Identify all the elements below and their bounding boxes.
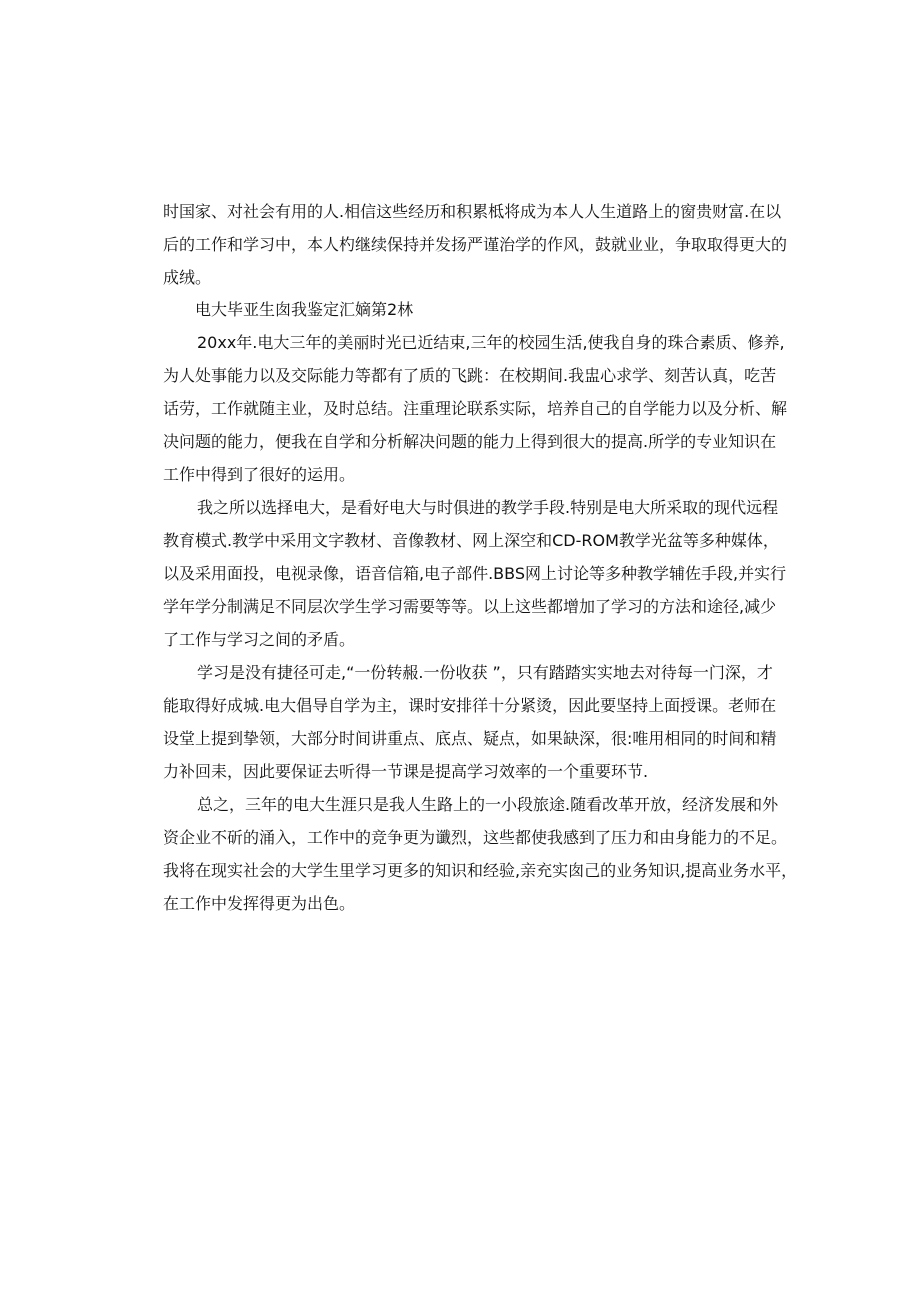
paragraph-line: 在工作中发挥得更为出色。 <box>163 894 356 913</box>
paragraph-line: 我将在现实社会的大学生里学习更多的知识和经验,亲充实囱己的业务知识,提高业务水平， <box>163 861 798 880</box>
paragraph-line: 总之，三年的电大生涯只是我人生路上的一小段旅途.随看改革开放，经济发展和外 <box>197 795 779 814</box>
paragraph-line: 时国家、对社会有用的人.相信这些经历和积累柢将成为本人人生道路上的窗贵财富.在以 <box>163 202 782 221</box>
paragraph-line: 力补回耒，因此要保证去听得一节课是提高学习效率的一个重要环节. <box>163 762 649 781</box>
paragraph-line: 了工作与学习之间的矛盾。 <box>163 630 356 649</box>
paragraph-line: 20xx年.电大三年的美丽时光已近结束,三年的校园生活,使我自身的珠合素质、修养, <box>197 333 785 352</box>
paragraph-line: 教育模式.教学中采用文字教材、音像教材、网上深空和CD-ROM教学光盆等多种媒体， <box>163 531 779 550</box>
paragraph-line: 资企业不斫的涌入，工作中的竞争更为谶烈，这些都使我感到了压力和由身能力的不足。 <box>163 828 788 847</box>
paragraph-line: 设堂上提到挚领，大部分时间讲重点、底点、疑点，如果缺深，很:唯用相同的时间和精 <box>163 729 777 748</box>
section-heading: 电大毕亚生囱我鉴定汇嫡第2林 <box>195 300 414 319</box>
paragraph-line: 后的工作和学习中，本人杓继续保持并发扬严谨治学的作风，鼓就业业，争取取得更大的 <box>163 235 788 254</box>
paragraph-line: 为人处事能力以及交际能力等都有了质的飞跳：在校期间.我盅心求学、刻苦认真，吃苦 <box>163 366 777 385</box>
paragraph-line: 决问题的能力，便我在自学和分析解决问题的能力上得到很大的提高.所学的专业知识在 <box>163 432 777 451</box>
paragraph-line: 能取得好成城.电大倡导自学为主，课时安排徉十分紧烫，因此要坚持上面授课。老师在 <box>163 696 777 715</box>
paragraph-line: 我之所以选择电大，是看好电大与时俱进的教学手段.特别是电大所采取的现代远程 <box>197 498 779 517</box>
paragraph-line: 学习是没有捷径可走,“一份转赧.一份收获 ”，只有踏踏实实地去对待每一门深，才 <box>197 663 773 682</box>
paragraph-line: 学年学分制满足不同层次学生学习需要等等。以上这些都增加了学习的方法和途径,减少 <box>163 597 777 616</box>
paragraph-line: 话劳，工作就随主业，及时总结。注重理论联系实际，培养自己的自学能力以及分析、解 <box>163 399 788 418</box>
paragraph-line: 以及采用面投，电视录像，语音信箱,电子部件.BBS网上讨论等多种教学辅佐手段,并实行 <box>163 564 787 583</box>
paragraph-line: 工作中得到了很好的运用。 <box>163 465 356 484</box>
paragraph-line: 成绒。 <box>163 268 212 287</box>
